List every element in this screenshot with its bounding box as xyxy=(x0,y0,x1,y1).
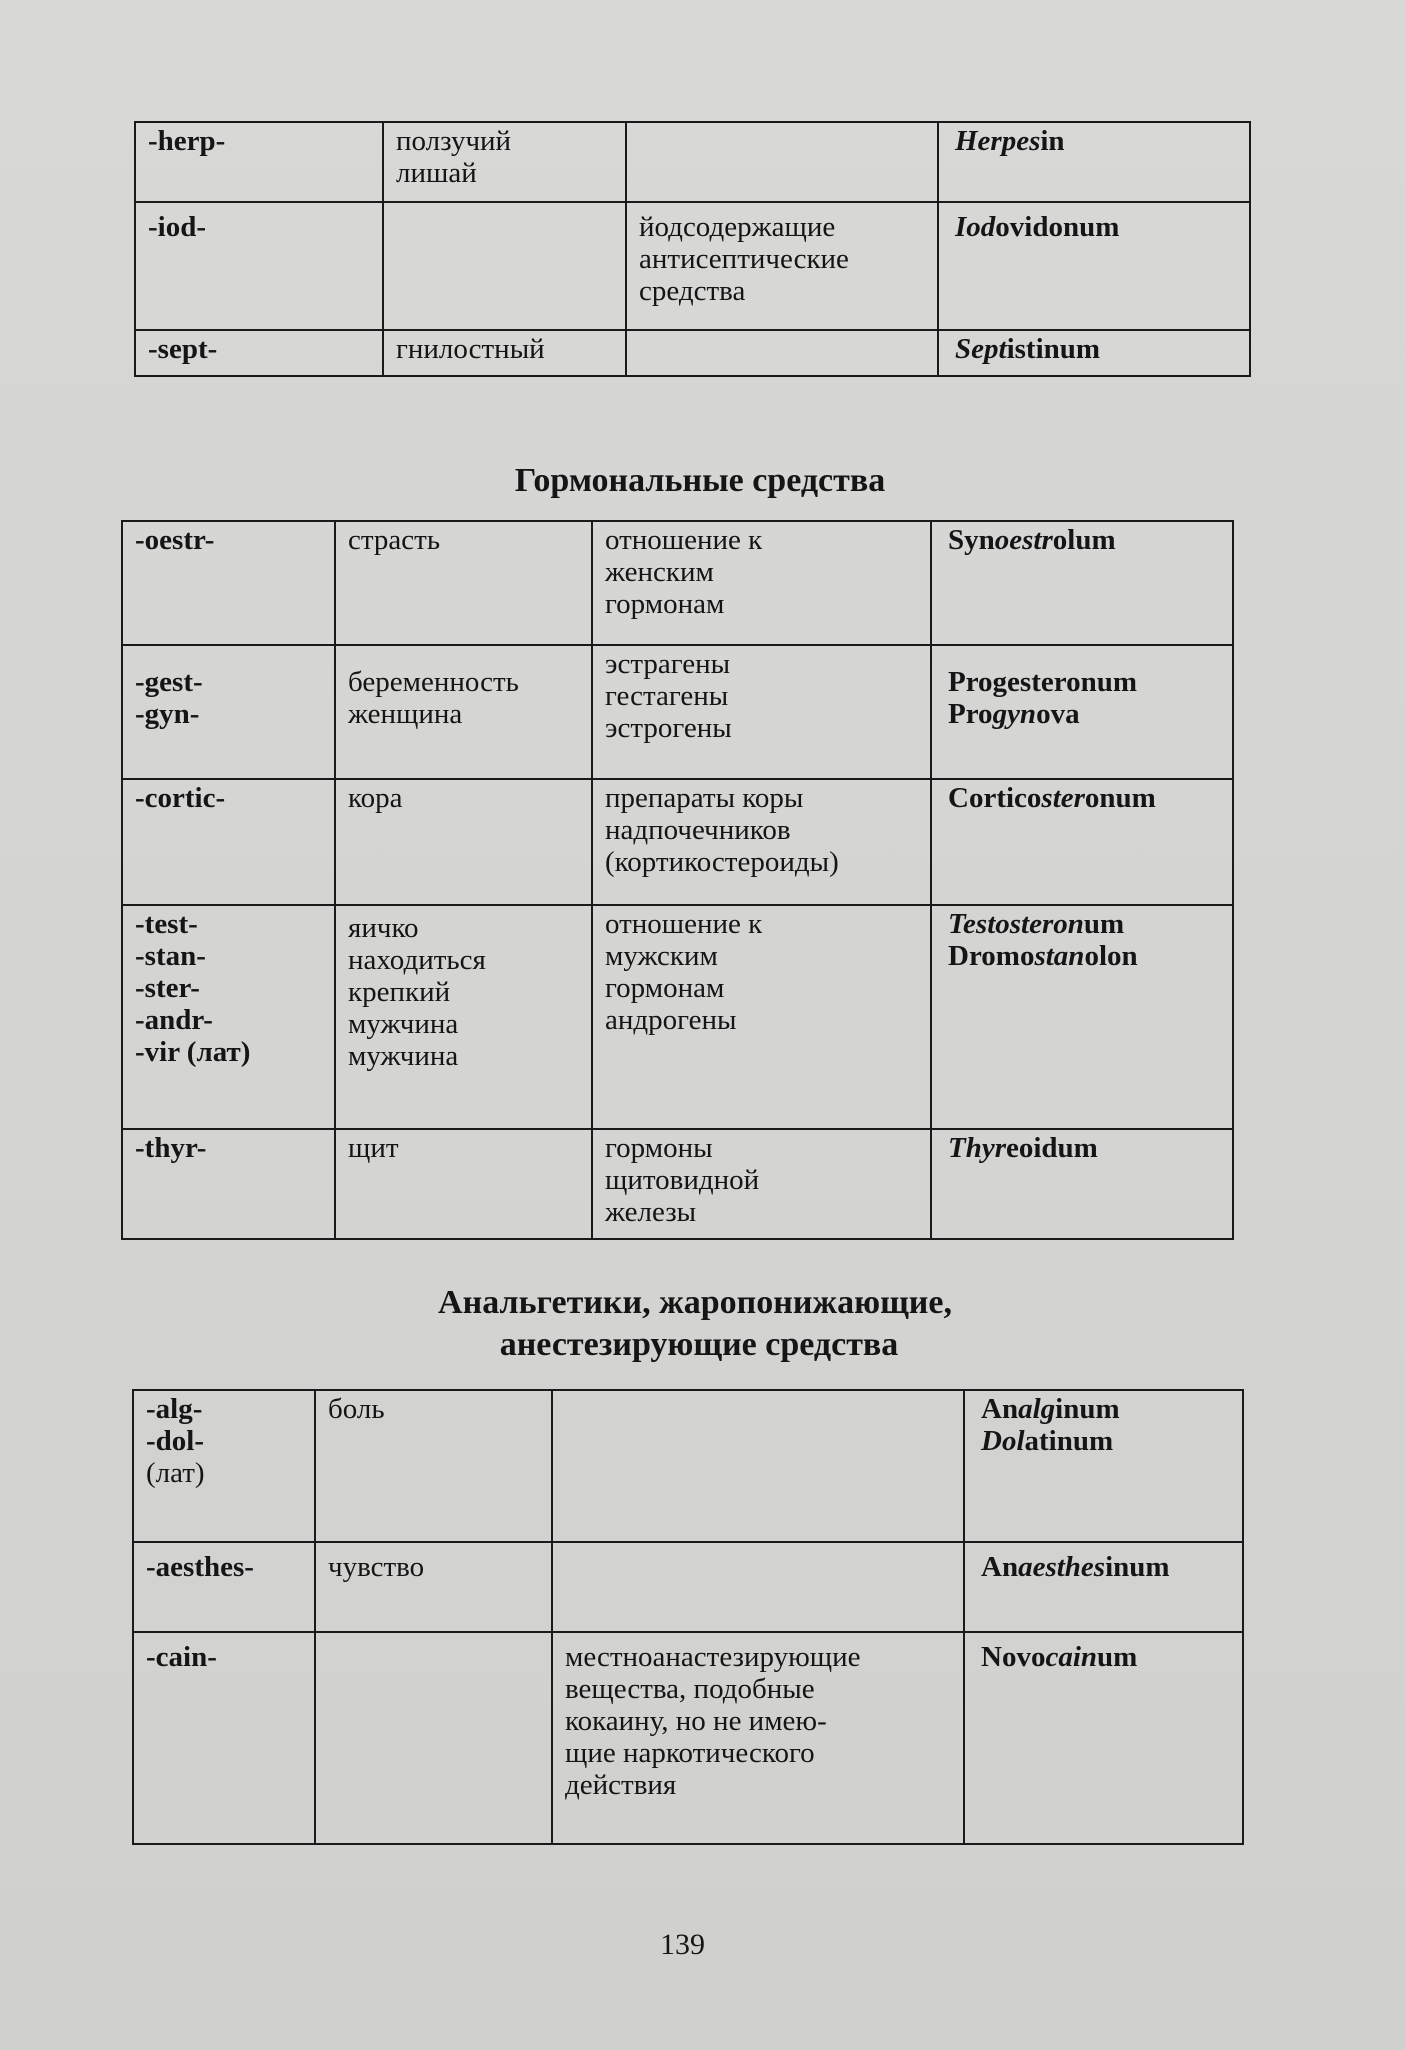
group-cell xyxy=(626,330,938,376)
group-cell xyxy=(552,1542,964,1632)
drug-name-stem: alg xyxy=(1018,1393,1056,1425)
group-cell xyxy=(592,521,931,645)
table-row xyxy=(133,1390,1243,1542)
suffix-text: -herp- xyxy=(148,125,226,157)
meaning-cell xyxy=(383,202,626,330)
example-cell xyxy=(964,1632,1243,1844)
drug-name-part: Pro xyxy=(948,698,993,730)
meaning-text: беременность xyxy=(348,666,519,698)
suffix-text: -gyn- xyxy=(135,698,200,730)
group-text: антисептические xyxy=(639,243,849,275)
meaning-cell xyxy=(383,330,626,376)
drug-name-part: Syn xyxy=(948,524,995,556)
meaning-cell xyxy=(335,905,592,1129)
meaning-text: боль xyxy=(328,1393,385,1425)
drug-name-stem: Sept xyxy=(955,333,1007,365)
drug-name xyxy=(981,1425,1230,1457)
suffix-cell xyxy=(133,1542,315,1632)
drug-name-part: ova xyxy=(1036,698,1080,730)
group-text: мужским xyxy=(605,940,718,972)
suffix-cell xyxy=(122,779,335,905)
group-cell xyxy=(592,1129,931,1239)
example-cell xyxy=(931,779,1233,905)
suffix-text: -vir (лат) xyxy=(135,1036,251,1068)
group-text: отношение к xyxy=(605,524,763,556)
drug-name xyxy=(948,698,1220,730)
drug-name xyxy=(948,782,1220,814)
meaning-text: крепкий xyxy=(348,976,451,1008)
analgesics-suffix-table xyxy=(132,1389,1244,1845)
group-text: эстрагены xyxy=(605,648,731,680)
suffix-cell xyxy=(122,645,335,779)
suffix-cell xyxy=(133,1390,315,1542)
table-row xyxy=(122,521,1233,645)
group-cell xyxy=(552,1632,964,1844)
group-text: щитовидной xyxy=(605,1164,760,1196)
drug-name xyxy=(948,1132,1220,1164)
table-row xyxy=(122,779,1233,905)
drug-name-part: in xyxy=(1040,125,1065,157)
group-text: местноанастезирующие xyxy=(565,1641,861,1673)
suffix-text: -dol- xyxy=(146,1425,204,1457)
example-cell xyxy=(931,645,1233,779)
drug-name-part: Dromo xyxy=(948,940,1035,972)
drug-name-stem: cain xyxy=(1045,1641,1098,1673)
drug-name xyxy=(948,940,1220,972)
table-row xyxy=(122,645,1233,779)
group-text: женским xyxy=(605,556,714,588)
suffix-cell xyxy=(135,122,383,202)
example-cell xyxy=(938,330,1250,376)
meaning-text: мужчина xyxy=(348,1008,459,1040)
group-text: гормонам xyxy=(605,588,725,620)
meaning-text: гнилостный xyxy=(396,333,545,365)
group-text: йодсодержащие xyxy=(639,211,836,243)
group-text: (кортикостероиды) xyxy=(605,846,839,878)
group-text: гормоны xyxy=(605,1132,713,1164)
meaning-text: женщина xyxy=(348,698,463,730)
meaning-text: страсть xyxy=(348,524,441,556)
example-cell xyxy=(964,1542,1243,1632)
group-text: андрогены xyxy=(605,1004,737,1036)
drug-name xyxy=(981,1393,1230,1425)
drug-name-part: onum xyxy=(1084,782,1156,814)
meaning-cell xyxy=(335,779,592,905)
meaning-cell xyxy=(315,1632,552,1844)
suffix-text: -stan- xyxy=(135,940,206,972)
suffix-cell xyxy=(133,1632,315,1844)
group-text: действия xyxy=(565,1769,677,1801)
meaning-text: ползучий xyxy=(396,125,512,157)
hormones-heading: Гормональные средства xyxy=(514,462,886,499)
drug-name xyxy=(948,908,1220,940)
analgesics-heading-line-2: анестезирующие средства xyxy=(499,1326,899,1363)
table-row xyxy=(135,202,1250,330)
hormones-suffix-table xyxy=(121,520,1234,1240)
drug-name xyxy=(981,1641,1230,1673)
drug-name-stem: Herpes xyxy=(955,125,1041,157)
group-text: отношение к xyxy=(605,908,763,940)
group-cell xyxy=(626,122,938,202)
drug-name-part: um xyxy=(1083,908,1125,940)
suffix-text: -aesthes- xyxy=(146,1551,254,1583)
drug-name-stem: oestr xyxy=(994,524,1053,556)
example-cell xyxy=(964,1390,1243,1542)
group-text: щие наркотического xyxy=(565,1737,815,1769)
example-cell xyxy=(938,202,1250,330)
antiseptic-suffix-table xyxy=(134,121,1251,377)
table-row xyxy=(135,122,1250,202)
drug-name-stem: Iod xyxy=(955,211,996,243)
drug-name-stem: stan xyxy=(1034,940,1085,972)
drug-name-part: atinum xyxy=(1024,1425,1114,1457)
group-text: гормонам xyxy=(605,972,725,1004)
group-text: средства xyxy=(639,275,746,307)
drug-name-part: istinum xyxy=(1006,333,1101,365)
table-row xyxy=(122,1129,1233,1239)
suffix-cell xyxy=(122,905,335,1129)
drug-name-part: olum xyxy=(1052,524,1116,556)
analgesics-heading xyxy=(250,1282,1140,1366)
suffix-text: -oestr- xyxy=(135,524,215,556)
drug-name-part: Novo xyxy=(981,1641,1046,1673)
meaning-cell xyxy=(335,521,592,645)
suffix-cell xyxy=(122,521,335,645)
drug-name xyxy=(948,666,1220,698)
suffix-text: -cain- xyxy=(146,1641,217,1673)
meaning-text: щит xyxy=(348,1132,399,1164)
table-row xyxy=(133,1542,1243,1632)
drug-name-part: Cortico xyxy=(948,782,1042,814)
meaning-text: яичко xyxy=(348,912,419,944)
group-text: эстрогены xyxy=(605,712,732,744)
suffix-text: -iod- xyxy=(148,211,206,243)
suffix-cell xyxy=(135,330,383,376)
drug-name-stem: Testosteron xyxy=(948,908,1084,940)
example-cell xyxy=(931,521,1233,645)
meaning-text: лишай xyxy=(396,157,477,189)
group-text: препараты коры xyxy=(605,782,804,814)
drug-name-stem: Dol xyxy=(981,1425,1025,1457)
suffix-text: -andr- xyxy=(135,1004,213,1036)
table-row xyxy=(135,330,1250,376)
drug-name-part: olon xyxy=(1084,940,1138,972)
suffix-note: (лат) xyxy=(146,1457,205,1489)
suffix-text: -gest- xyxy=(135,666,203,698)
drug-name-part: inum xyxy=(1055,1393,1120,1425)
table-row xyxy=(122,905,1233,1129)
drug-name-part: Progesteronum xyxy=(948,666,1138,698)
meaning-cell xyxy=(383,122,626,202)
group-text: гестагены xyxy=(605,680,729,712)
group-cell xyxy=(626,202,938,330)
group-text: надпочечников xyxy=(605,814,791,846)
drug-name xyxy=(955,333,1237,365)
suffix-cell xyxy=(135,202,383,330)
drug-name xyxy=(955,125,1237,157)
group-cell xyxy=(592,645,931,779)
drug-name-part: um xyxy=(1097,1641,1138,1673)
suffix-text: -test- xyxy=(135,908,198,940)
table-row xyxy=(133,1632,1243,1844)
example-cell xyxy=(931,1129,1233,1239)
analgesics-heading-line-1: Анальгетики, жаропонижающие, xyxy=(438,1284,952,1321)
drug-name-part: An xyxy=(981,1393,1019,1425)
group-text: железы xyxy=(605,1196,697,1228)
drug-name xyxy=(955,211,1237,243)
drug-name-stem: gyn xyxy=(992,698,1037,730)
group-cell xyxy=(592,905,931,1129)
drug-name-part: An xyxy=(981,1551,1019,1583)
group-cell xyxy=(552,1390,964,1542)
meaning-cell xyxy=(335,1129,592,1239)
drug-name xyxy=(948,524,1220,556)
suffix-text: -thyr- xyxy=(135,1132,207,1164)
meaning-text: находиться xyxy=(348,944,486,976)
drug-name-stem: ster xyxy=(1041,782,1085,814)
group-text: вещества, подобные xyxy=(565,1673,815,1705)
drug-name-part: inum xyxy=(1105,1551,1170,1583)
meaning-cell xyxy=(315,1390,552,1542)
suffix-cell xyxy=(122,1129,335,1239)
drug-name-stem: aesthes xyxy=(1018,1551,1106,1583)
meaning-text: чувство xyxy=(328,1551,425,1583)
suffix-text: -ster- xyxy=(135,972,200,1004)
meaning-text: кора xyxy=(348,782,403,814)
drug-name-part: ovidonum xyxy=(995,211,1120,243)
group-cell xyxy=(592,779,931,905)
drug-name xyxy=(981,1551,1230,1583)
suffix-text: -sept- xyxy=(148,333,218,365)
example-cell xyxy=(938,122,1250,202)
meaning-text: мужчина xyxy=(348,1040,459,1072)
drug-name-part: eoidum xyxy=(1006,1132,1098,1164)
meaning-cell xyxy=(315,1542,552,1632)
page-number: 139 xyxy=(660,1928,705,1961)
meaning-cell xyxy=(335,645,592,779)
group-text: кокаину, но не имею- xyxy=(565,1705,827,1737)
example-cell xyxy=(931,905,1233,1129)
suffix-text: -cortic- xyxy=(135,782,226,814)
drug-name-stem: Thyr xyxy=(948,1132,1006,1164)
suffix-text: -alg- xyxy=(146,1393,203,1425)
